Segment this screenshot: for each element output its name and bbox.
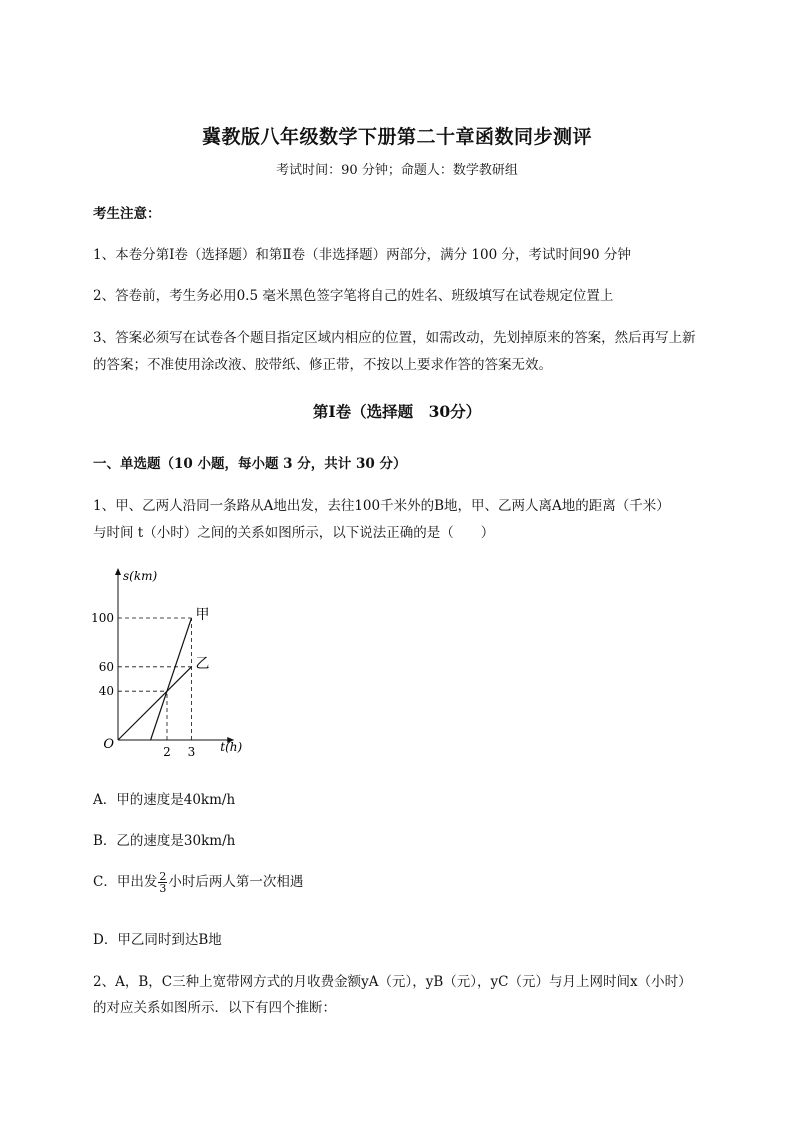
section-title: 第Ⅰ卷（选择题 30分）	[312, 402, 482, 421]
q1-option-c-suffix: 小时后两人第一次相遇	[168, 874, 304, 890]
page-title: 冀教版八年级数学下册第二十章函数同步测评	[201, 126, 592, 148]
part-title: 一、单选题（10 小题，每小题 3 分，共计 30 分）	[93, 456, 407, 472]
series-label-yi: 乙	[195, 655, 210, 672]
fraction-denominator: 3	[159, 882, 167, 895]
q1-option-c[interactable]	[93, 866, 303, 898]
series-line-jia	[151, 618, 192, 740]
y-tick-label-60: 60	[98, 659, 114, 674]
q2-text-line1: 2、A，B，C三种上宽带网方式的月收费金额yA（元），yB（元），yC（元）与月上网时间x（小时）	[93, 974, 692, 990]
q2-text-line2: 的对应关系如图所示．以下有四个推断：	[93, 1000, 336, 1016]
y-axis-arrow	[115, 568, 121, 575]
y-tick-label-40: 40	[98, 684, 114, 699]
x-axis-label: t(h)	[220, 740, 243, 754]
y-axis-label: s(km)	[123, 569, 158, 583]
q1-option-a[interactable]: A．甲的速度是40km/h	[93, 792, 236, 808]
fraction-two-thirds	[158, 871, 167, 894]
series-label-jia: 甲	[195, 607, 210, 623]
fraction-numerator: 2	[159, 870, 167, 883]
distance-time-graph	[88, 562, 268, 762]
q1-text-line1: 1、甲、乙两人沿同一条路从A地出发，去往100千米外的B地，甲、乙两人离A地的距离（千米）	[93, 498, 670, 514]
q1-option-d[interactable]: D．甲乙同时到达B地	[93, 932, 222, 948]
notice-item-2: 2、答卷前，考生务必用0.5 毫米黑色签字笔将自己的姓名、班级填写在试卷规定位置上	[93, 288, 614, 304]
y-tick-label-100: 100	[91, 611, 114, 625]
x-tick-label-3: 3	[187, 745, 196, 759]
q1-option-c-prefix: C．甲出发	[93, 874, 158, 890]
notice-item-3: 3、答案必须写在试卷各个题目指定区域内相应的位置，如需改动，先划掉原来的答案，然后再写上新	[93, 330, 696, 346]
q1-option-b[interactable]: B．乙的速度是30km/h	[93, 833, 236, 849]
notice-item-1: 1、本卷分第Ⅰ卷（选择题）和第Ⅱ卷（非选择题）两部分，满分 100 分，考试时间90 分钟	[93, 247, 631, 263]
page-subtitle: 考试时间：90 分钟；命题人：数学教研组	[276, 163, 518, 178]
x-tick-label-2: 2	[163, 745, 171, 759]
notice-item-3-cont: 的答案；不准使用涂改液、胶带纸、修正带，不按以上要求作答的答案无效。	[93, 357, 552, 373]
notice-heading: 考生注意：	[93, 206, 161, 222]
origin-label: O	[103, 737, 114, 752]
q1-text-line2: 与时间 t（小时）之间的关系如图所示，以下说法正确的是（ ）	[93, 525, 495, 541]
